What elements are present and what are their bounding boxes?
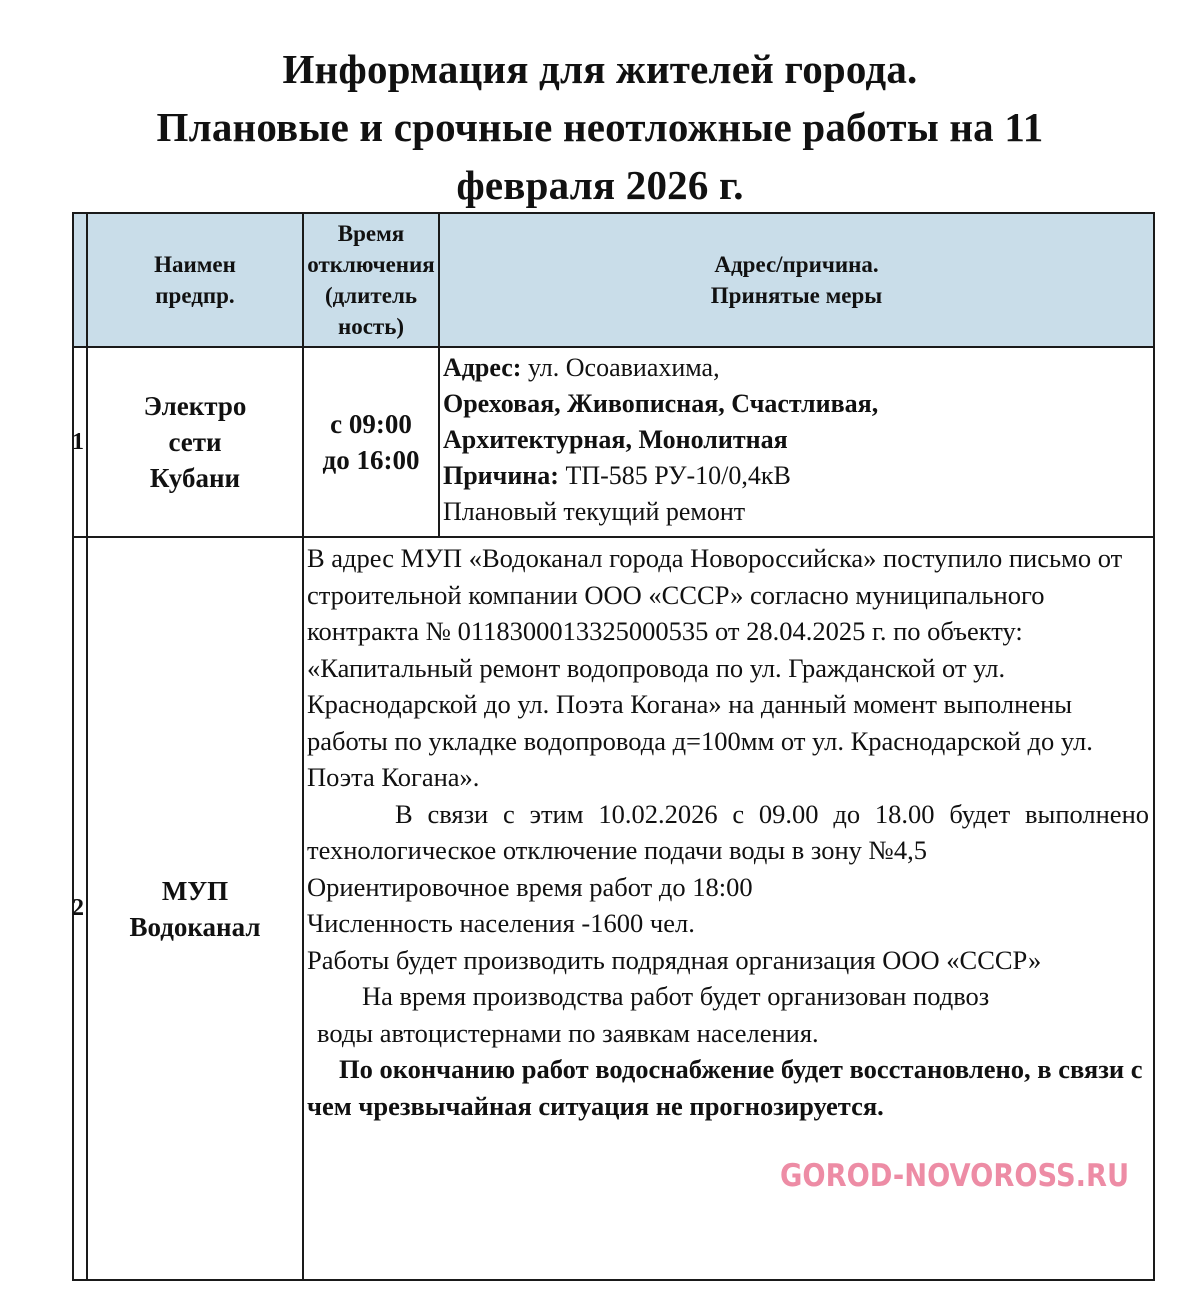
- header-time-line: ность): [337, 314, 405, 339]
- time-from: с 09:00: [330, 409, 412, 439]
- row-description: [303, 537, 1154, 1280]
- organization-line: сети: [168, 427, 222, 457]
- header-number-cell: [73, 213, 87, 347]
- row-number: [73, 347, 87, 537]
- reason-label: Причина:: [443, 461, 559, 490]
- works-table: [72, 212, 1155, 1281]
- header-address-line: Принятые меры: [710, 283, 883, 308]
- row-number-text: 1: [72, 428, 84, 455]
- description-paragraph: воды автоцистернами по заявкам населения.: [317, 1017, 819, 1048]
- header-organization-line: предпр.: [155, 283, 235, 308]
- table-row: [73, 347, 1154, 537]
- description-paragraph-bold: По окончанию работ водоснабжение будет восстановлено, в связи с чем чрезвычайная ситуация не прогнозируется.: [307, 1054, 1143, 1121]
- table-row: [73, 537, 1154, 1280]
- organization-line: Водоканал: [129, 911, 261, 942]
- row-time: [303, 347, 439, 537]
- header-organization-line: Наимен: [154, 252, 236, 277]
- header-time-line: (длитель: [324, 283, 418, 308]
- address-streets: Ореховая, Живописная, Счастливая,: [443, 389, 879, 418]
- title-line-3: февраля 2026 г.: [456, 162, 744, 208]
- reason-value: ТП-585 РУ-10/0,4кВ: [558, 461, 791, 490]
- address-value: ул. Осоавиахима,: [521, 353, 720, 382]
- description-paragraph: Ориентировочное время работ до 18:00: [307, 871, 753, 902]
- address-streets: Архитектурная, Монолитная: [443, 425, 788, 454]
- reason-detail: Плановый текущий ремонт: [443, 497, 746, 526]
- header-time-line: отключения: [307, 252, 435, 277]
- row-organization: [87, 347, 303, 537]
- header-address: [439, 213, 1154, 347]
- row-number-text: 2: [72, 895, 84, 921]
- description-paragraph: В связи с этим 10.02.2026 с 09.00 до 18.00 будет выполнено технологическое отключение подачи воды в зону №4,5: [307, 798, 1149, 865]
- description-paragraph: В адрес МУП «Водоканал города Новороссийска» поступило письмо от строительной компании ООО «СССР» согласно муниципального контракта № 0118300013325000535 от 28.04.2025 г. по объекту: «Капитальный ремонт водопровода по ул. Гражданской от ул. Краснодарской до ул. Поэта Когана» на данный момент выполнены работы по укладке водопровода д=100мм от ул. Краснодарской до ул. Поэта Когана».: [307, 543, 1123, 792]
- header-time-line: Время: [337, 221, 405, 246]
- description-paragraph: На время производства работ будет организован подвоз: [362, 981, 990, 1011]
- address-label: Адрес:: [443, 353, 522, 382]
- row-organization: [87, 537, 303, 1280]
- organization-line: МУП: [161, 875, 229, 906]
- title-line-2: Плановые и срочные неотложные работы на 11: [156, 104, 1044, 150]
- organization-line: Электро: [143, 391, 247, 421]
- description-paragraph: Работы будет производить подрядная организация ООО «СССР»: [307, 944, 1042, 975]
- title-line-1: Информация для жителей города.: [282, 46, 918, 92]
- watermark: GOROD-NOVOROSS.RU: [780, 1158, 1130, 1194]
- table-header-row: [73, 213, 1154, 347]
- organization-line: Кубани: [149, 463, 241, 493]
- header-organization: [87, 213, 303, 347]
- time-to: до 16:00: [322, 445, 420, 475]
- description-paragraph: Численность населения -1600 чел.: [307, 908, 695, 938]
- row-number: [73, 537, 87, 1280]
- row-address: [439, 347, 1154, 537]
- header-time: [303, 213, 439, 347]
- document-title: [0, 40, 1200, 214]
- header-address-line: Адрес/причина.: [714, 252, 879, 277]
